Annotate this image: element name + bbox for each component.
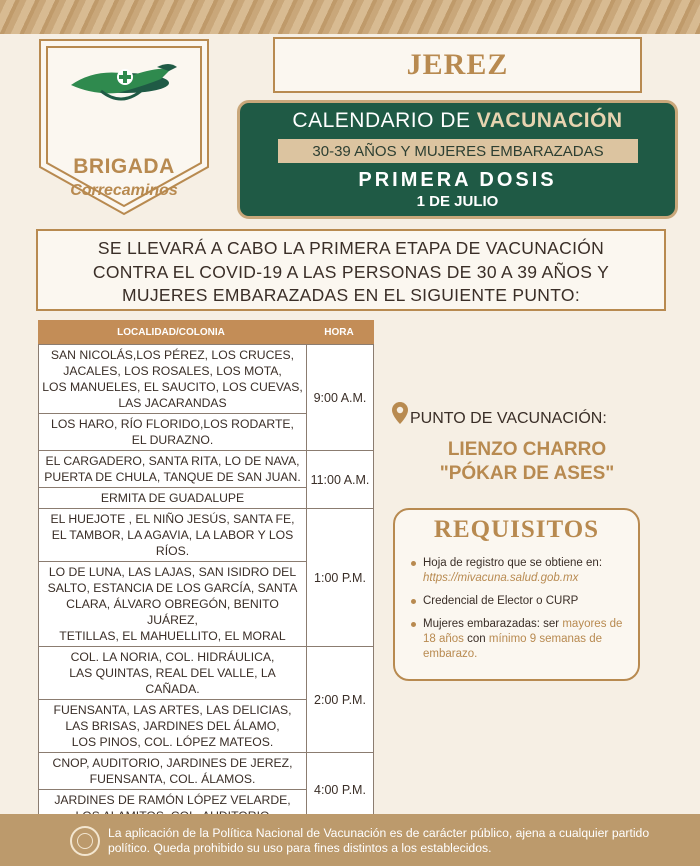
locality-line: SALTO, ESTANCIA DE LOS GARCÍA, SANTA: [47, 581, 298, 595]
calendar-box: [237, 100, 678, 219]
requirement-item: [411, 556, 636, 586]
locality-line: CNOP, AUDITORIO, JARDINES DE JEREZ,: [52, 756, 293, 770]
time-cell: 4:00 P.M.: [314, 782, 366, 797]
locality-cell: [39, 451, 306, 488]
calendar-title: [240, 109, 675, 133]
locality-cell: [39, 753, 306, 790]
location-name: [392, 438, 662, 486]
requirement-text: Mujeres embarazadas: ser: [423, 618, 563, 630]
locality-line: JACALES, LOS ROSALES, LOS MOTA,: [63, 364, 282, 378]
locality-cell: [39, 488, 306, 508]
time-cell: 2:00 P.M.: [314, 692, 366, 707]
location-label: PUNTO DE VACUNACIÓN:: [410, 410, 607, 427]
locality-cell: [39, 700, 306, 752]
statement-line: SE LLEVARÁ A CABO LA PRIMERA ETAPA DE VACUNACIÓN: [97, 238, 605, 258]
footer-disclaimer: La aplicación de la Política Nacional de Vacunación es de carácter público, ajena a cualquier partido político. Queda prohibido su uso para fines distintos a los establecidos.: [108, 826, 650, 855]
brigada-title: BRIGADA: [73, 155, 175, 178]
government-seal-icon: [70, 826, 100, 856]
statement-line: MUJERES EMBARAZADAS EN EL SIGUIENTE PUNTO:: [122, 285, 580, 305]
requirement-highlight: mínimo 9 semanas de embarazo.: [423, 633, 603, 660]
requirement-text: Hoja de registro que se obtiene en:: [423, 557, 603, 569]
dose-label: PRIMERA DOSIS: [358, 169, 557, 191]
schedule-group: [39, 509, 373, 647]
locality-line: EL HUEJOTE , EL NIÑO JESÚS, SANTA FE,: [50, 512, 295, 526]
location-name-line: "PÓKAR DE ASES": [439, 463, 615, 484]
requirements-list: [411, 556, 636, 670]
locality-line: COL. LA NORIA, COL. HIDRÁULICA,: [70, 650, 275, 664]
locality-cell-group: [39, 647, 307, 752]
locality-line: LAS QUINTAS, REAL DEL VALLE, LA CAÑADA.: [69, 666, 276, 696]
table-header: [38, 320, 374, 344]
table-body: [38, 344, 374, 827]
city-box: [273, 37, 642, 93]
locality-line: LOS HARO, RÍO FLORIDO,LOS RODARTE,: [51, 417, 294, 431]
locality-line: LAS BRISAS, JARDINES DEL ÁLAMO,: [65, 719, 280, 733]
locality-line: CLARA, ÁLVARO OBREGÓN, BENITO JUÁREZ,: [66, 597, 279, 627]
schedule-group: [39, 647, 373, 753]
requirement-item: [411, 594, 636, 609]
requirement-item: [411, 617, 636, 662]
locality-cell-group: [39, 451, 307, 508]
city-name: JEREZ: [406, 48, 509, 81]
schedule-group: [39, 345, 373, 451]
decorative-top-band: [0, 0, 700, 34]
statement-box: [36, 229, 666, 311]
column-header-locality: LOCALIDAD/COLONIA: [117, 326, 225, 338]
locality-cell-group: [39, 509, 307, 646]
requirement-text: Credencial de Elector o CURP: [423, 595, 579, 607]
requirement-text: con: [463, 633, 489, 645]
locality-line: SAN NICOLÁS,LOS PÉREZ, LOS CRUCES,: [50, 348, 295, 362]
locality-cell: [39, 509, 306, 562]
registration-link[interactable]: https://mivacuna.salud.gob.mx: [423, 572, 579, 584]
brigada-badge: [37, 37, 211, 217]
requirement-highlight: mayores de 18 años: [423, 618, 623, 645]
time-cell: 11:00 A.M.: [310, 472, 370, 487]
requirements-box: [393, 508, 640, 681]
locality-cell: [39, 345, 306, 414]
requirements-title: REQUISITOS: [433, 516, 600, 543]
schedule-table: [38, 320, 374, 827]
locality-line: LOS PINOS, COL. LÓPEZ MATEOS.: [71, 735, 274, 749]
column-header-time: HORA: [324, 326, 354, 338]
locality-line: PUERTA DE CHULA, TANQUE DE SAN JUAN.: [44, 470, 301, 484]
locality-line: FUENSANTA, COL. ÁLAMOS.: [89, 772, 256, 786]
locality-cell-group: [39, 345, 307, 450]
locality-line: TETILLAS, EL MAHUELLITO, EL MORAL: [59, 629, 286, 643]
locality-line: FUENSANTA, LAS ARTES, LAS DELICIAS,: [53, 703, 292, 717]
locality-line: ERMITA DE GUADALUPE: [100, 491, 245, 505]
calendar-title-highlight: VACUNACIÓN: [476, 109, 623, 132]
locality-line: LOS MANUELES, EL SAUCITO, LOS CUEVAS,: [42, 380, 303, 394]
calendar-title-prefix: CALENDARIO DE: [292, 109, 477, 132]
locality-cell: [39, 414, 306, 450]
locality-line: EL DURAZNO.: [131, 433, 214, 447]
statement-line: CONTRA EL COVID-19 A LAS PERSONAS DE 30 A 39 AÑOS Y: [92, 261, 610, 282]
locality-cell: [39, 647, 306, 700]
locality-line: JARDINES DE RAMÓN LÓPEZ VELARDE,: [54, 793, 291, 807]
vaccination-date: 1 DE JULIO: [416, 193, 499, 210]
schedule-group: [39, 451, 373, 509]
location-name-line: LIENZO CHARRO: [447, 439, 607, 460]
location-pin-icon: [392, 402, 408, 424]
time-cell: 1:00 P.M.: [314, 570, 366, 585]
locality-line: EL CARGADERO, SANTA RITA, LO DE NAVA,: [45, 454, 300, 468]
locality-line: LAS JACARANDAS: [118, 396, 227, 410]
locality-line: EL TAMBOR, LA AGAVIA, LA LABOR Y LOS RÍOS.: [51, 528, 294, 558]
locality-cell: [39, 562, 306, 646]
correcaminos-subtitle: Correcaminos: [70, 182, 178, 199]
time-cell: 9:00 A.M.: [313, 390, 367, 405]
age-group-band: 30-39 AÑOS Y MUJERES EMBARAZADAS: [278, 139, 638, 163]
locality-line: LO DE LUNA, LAS LAJAS, SAN ISIDRO DEL: [48, 565, 297, 579]
